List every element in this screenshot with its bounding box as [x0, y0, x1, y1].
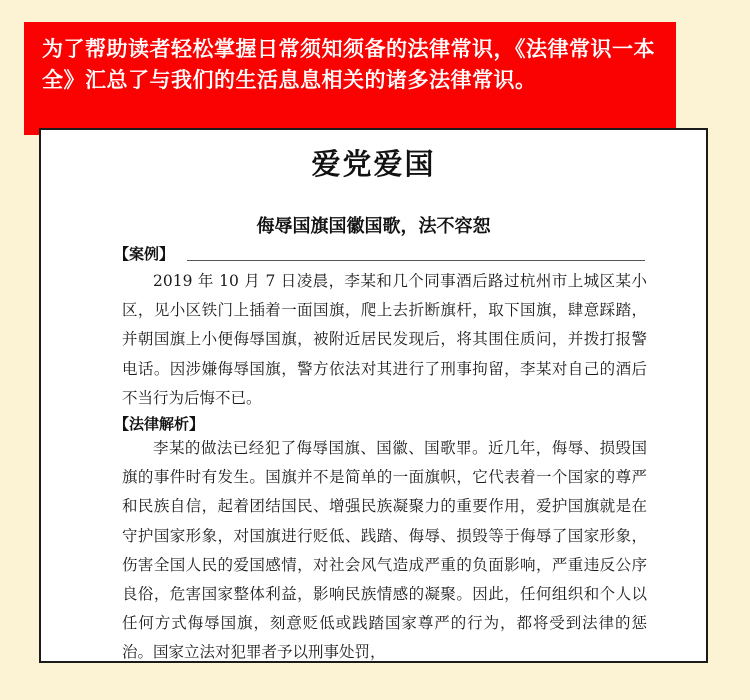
analysis-paragraph: 李某的做法已经犯了侮辱国旗、国徽、国歌罪。近几年，侮辱、损毁国旗的事件时有发生。国旗并不是简单的一面旗帜，它代表着一个国家的尊严和民族自信，起着团结国民、增强民族凝聚力的重要作用，爱护国旗就是在守护国家形象，对国旗进行贬低、践踏、侮辱、损毁等于侮辱了国家形象，伤害全国人民的爱国感情，对社会风气造成严重的负面影响，严重违反公序良俗，危害国家整体利益，影响民族情感的凝聚。因此，任何组织和个人以任何方式侮辱国旗，刻意贬低或践踏国家尊严的行为，都将受到法律的惩治。国家立法对犯罪者予以刑事处罚，: [122, 439, 647, 662]
analysis-label: 【法律解析】: [114, 415, 205, 433]
section-title: 侮辱国旗国徽国歌，法不容恕: [256, 216, 491, 237]
banner-text: 为了帮助读者轻松掌握日常须知须备的法律常识，《法律常识一本全》汇总了与我们的生活息息相关的诸多法律常识。: [42, 37, 655, 92]
chapter-title: 爱党爱国: [311, 147, 436, 181]
case-label: 【案例】: [114, 245, 175, 263]
case-divider: [187, 260, 645, 261]
promo-banner: [24, 22, 676, 135]
case-paragraph: 2019 年 10 月 7 日凌晨，李某和几个同事酒后路过杭州市上城区某小区，见小区铁门上插着一面国旗，爬上去折断旗杆，取下国旗，肆意踩踏，并朝国旗上小便侮辱国旗，被附近居民发现后，将其围住质问，并拨打报警电话。因涉嫌侮辱国旗，警方依法对其进行了刑事拘留，李某对自己的酒后不当行为后悔不已。: [122, 272, 647, 407]
book-page: [39, 128, 708, 663]
